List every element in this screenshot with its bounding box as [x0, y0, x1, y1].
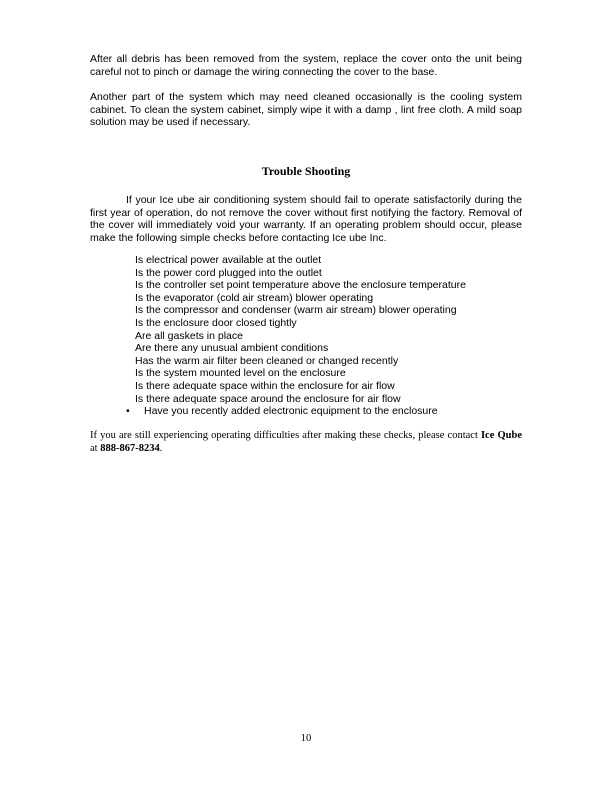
bullet-icon: •: [126, 405, 130, 418]
checklist-item: Is the controller set point temperature above the enclosure temperature: [135, 279, 466, 292]
page-number: 10: [300, 733, 312, 744]
paragraph-contact-info: [90, 430, 522, 455]
contact-text-before: If you are still experiencing operating difficulties after making these checks, please contact: [90, 430, 481, 441]
troubleshooting-checklist: [90, 254, 522, 418]
checklist-item: Is the enclosure door closed tightly: [135, 316, 297, 329]
section-heading: Trouble Shooting: [261, 164, 351, 178]
checklist-item: Is the evaporator (cold air stream) blower operating: [135, 291, 374, 304]
contact-text-middle: at: [90, 442, 101, 454]
paragraph-warranty-notice: If your Ice ube air conditioning system should fail to operate satisfactorily during the first year of operation, do not remove the cover without first notifying the factory. Removal of the cover will immediately void your warranty. If an operating problem should occur, please make the following simple checks before contacting Ice ube Inc.: [90, 194, 522, 244]
paragraph-debris-removal: After all debris has been removed from the system, replace the cover onto the unit being careful not to pinch or damage the wiring connecting the cover to the base.: [90, 53, 522, 78]
contact-text-after: .: [159, 442, 163, 454]
checklist-item: Has the warm air filter been cleaned or changed recently: [135, 354, 399, 367]
checklist-item-bulleted: [90, 405, 522, 418]
checklist-item: Is the power cord plugged into the outlet: [135, 266, 322, 279]
checklist-item: Is the system mounted level on the enclosure: [135, 367, 346, 380]
checklist-item: Is electrical power available at the outlet: [135, 254, 322, 266]
checklist-item: Is there adequate space around the enclosure for air flow: [135, 392, 401, 405]
checklist-item: Is the compressor and condenser (warm air stream) blower operating: [135, 304, 457, 317]
checklist-item: Are there any unusual ambient conditions: [135, 342, 329, 355]
checklist-item: Are all gaskets in place: [135, 329, 243, 342]
company-name: Ice Qube: [480, 430, 522, 441]
paragraph-cabinet-cleaning: Another part of the system which may need cleaned occasionally is the cooling system cabinet. To clean the system cabinet, simply wipe it with a damp , lint free cloth. A mild soap solution may be used if necessary.: [90, 91, 522, 129]
checklist-item-label: Have you recently added electronic equipment to the enclosure: [144, 405, 438, 418]
checklist-item: Is there adequate space within the enclosure for air flow: [135, 379, 395, 392]
phone-number: 888-867-8234: [100, 442, 160, 454]
